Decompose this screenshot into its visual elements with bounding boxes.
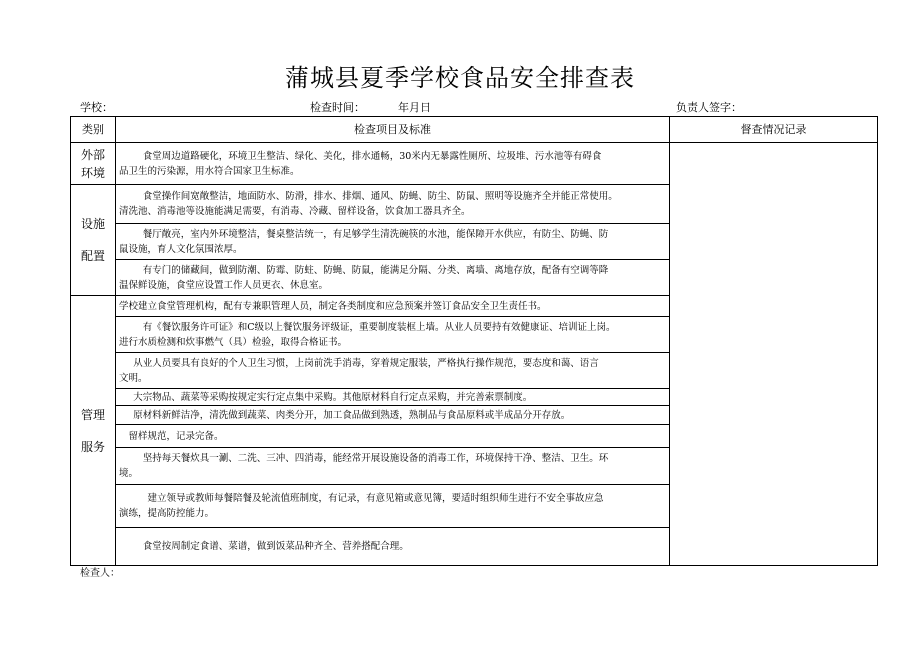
item-line: 品卫生的污染源，用水符合国家卫生标准。: [119, 165, 300, 177]
item-cell: [116, 185, 670, 224]
item-cell: [116, 448, 670, 485]
item-cell: [116, 389, 670, 406]
category-environment: [71, 143, 116, 185]
table-header-row: [71, 117, 878, 143]
item-line: 餐厅敞亮，室内外环境整洁，餐桌整洁统一，有足够学生清洗碗筷的水池，能保障开水供应，有防尘、防蝇、防: [142, 228, 609, 240]
category-facility: [71, 185, 116, 296]
item-cell: [116, 406, 670, 425]
item-line: 坚持每天餐炊具一涮、二洗、三冲、四消毒，能经常开展设施设备的消毒工作，环境保持干净、整洁、卫生。环: [142, 453, 609, 464]
item-cell: [116, 317, 670, 353]
category-line: 管理: [80, 407, 105, 422]
item-cell: [116, 143, 670, 185]
responsible-signature-label: 负责人签字：: [676, 101, 742, 114]
item-line: 大宗物品、蔬菜等采购按规定实行定点集中采购。其他原材料自行定点采购，并完善索票制度。: [133, 391, 533, 403]
header-category: 类别: [71, 117, 116, 143]
item-line: 从业人员要具有良好的个人卫生习惯，上岗前洗手消毒，穿着规定服装，严格执行操作规范，要态度和蔼、语言: [133, 357, 599, 369]
item-cell: [116, 425, 670, 448]
item-cell: [116, 528, 670, 566]
item-line: 建立领导或教师每餐陪餐及轮流值班制度，有记录，有意见箱或意见簿，要适时组织师生进行不安全事故应急: [147, 493, 604, 504]
item-line: 有专门的储藏间，做到防潮、防霉、防蛀、防蝇、防鼠，能满足分隔、分类、离墙、离地存放，配备有空调等降: [142, 264, 609, 276]
item-line: 原材料新鲜洁净，清洗做到蔬菜、肉类分开，加工食品做到熟透，熟制品与食品原料或半成品分开存放。: [133, 409, 571, 421]
item-line: 食堂按周制定食谱、菜谱，做到饭菜品种齐全、营养搭配合理。: [142, 541, 409, 552]
item-line: 食堂操作间宽敞整洁，地面防水、防滑，排水、排烟、通风、防蝇、防尘、防鼠、照明等设施齐全并能正常使用。: [142, 191, 618, 202]
header-record: 督查情况记录: [670, 117, 878, 143]
item-line: 温保鲜设施，食堂应设置工作人员更衣、休息室。: [119, 279, 329, 291]
inspector-label: 检查人：: [80, 568, 120, 579]
item-cell: [116, 353, 670, 389]
category-line: 服务: [80, 439, 105, 454]
item-line: 文明。: [119, 372, 148, 384]
category-line: 外部: [80, 147, 105, 162]
category-management: [71, 296, 116, 566]
item-line: 进行水质检测和炊事燃气（具）检验，取得合格证书。: [119, 336, 348, 348]
school-label: 学校：: [80, 101, 113, 114]
item-line: 境。: [119, 468, 139, 479]
check-time-label: 检查时间：: [310, 101, 365, 114]
item-line: 演练，提高防控能力。: [119, 508, 215, 519]
item-line: 鼠设施，育人文化氛围浓厚。: [119, 243, 243, 255]
item-cell: [116, 485, 670, 528]
header-items: 检查项目及标准: [116, 117, 670, 143]
category-line: 配置: [80, 249, 105, 263]
category-line: 环境: [80, 165, 105, 180]
category-line: 设施: [80, 217, 105, 231]
item-line: 学校建立食堂管理机构，配有专兼职管理人员，制定各类制度和应急预案并签订食品安全卫生责任书。: [119, 300, 547, 312]
table-row: [71, 143, 878, 185]
item-line: 有《餐饮服务许可证》和C级以上餐饮服务评级证，重要制度装框上墙。从业人员要持有效健康证、培训证上岗。: [142, 321, 616, 333]
record-cell[interactable]: [670, 143, 878, 566]
item-line: 留样规范，记录完备。: [128, 430, 224, 442]
item-cell: [116, 296, 670, 317]
item-cell: [116, 260, 670, 296]
page-title: 蒲城县夏季学校食品安全排查表: [285, 64, 635, 92]
item-line: 清洗池、消毒池等设施能满足需要，有消毒、冷藏、留样设备，饮食加工器具齐全。: [119, 206, 471, 217]
item-line: 食堂周边道路硬化，环境卫生整洁、绿化、美化，排水通畅，30米内无暴露性厕所、垃圾堆、污水池等有碍食: [142, 150, 602, 162]
date-label: 年月日: [398, 101, 431, 114]
inspection-table: [70, 116, 878, 566]
item-cell: [116, 224, 670, 260]
form-meta-row: [0, 100, 920, 116]
